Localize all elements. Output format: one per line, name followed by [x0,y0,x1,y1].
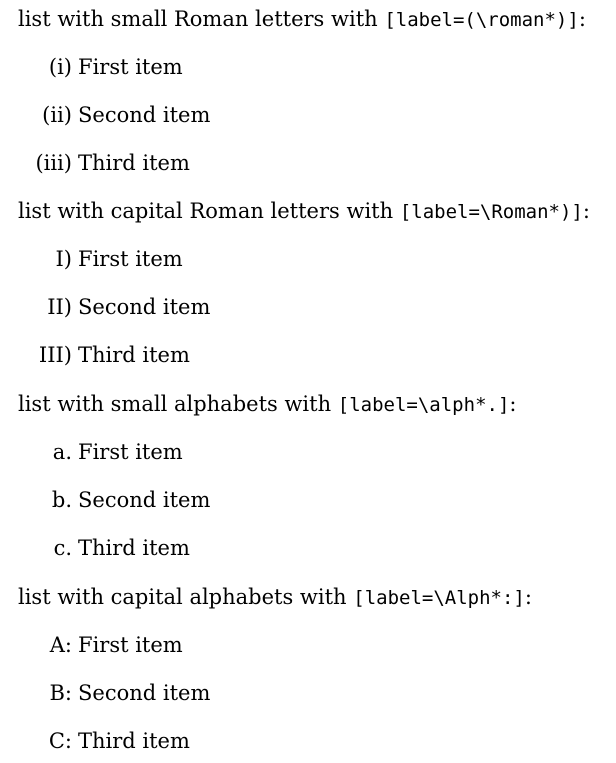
list-item [0,726,616,756]
heading-text: list with small Roman letters with [18,7,385,31]
list-item [0,292,616,322]
heading-text: list with small alphabets with [18,392,338,416]
list-item-text: First item [78,247,183,271]
heading-colon: : [582,199,590,223]
list-item-label: (ii) [42,103,72,127]
section-heading [18,4,586,35]
list-item-label: b. [51,488,72,512]
heading-code: [label=\alph*.] [337,394,510,416]
list-item [0,52,616,82]
list-item-label: (iii) [35,151,72,175]
list-item-label: c. [53,536,72,560]
list-item-text: Second item [78,295,211,319]
heading-colon: : [509,392,517,416]
list-item-label: III) [38,343,72,367]
list-item-text: Third item [78,343,190,367]
list-item-text: First item [78,440,183,464]
heading-colon: : [524,585,532,609]
list-item [0,533,616,563]
heading-code: [label=\Roman*)] [399,201,583,223]
list-item [0,100,616,130]
list-item-label: a. [52,440,72,464]
heading-text: list with capital Roman letters with [18,199,400,223]
list-item [0,630,616,660]
list-item-text: Second item [78,681,211,705]
list-item-text: Third item [78,729,190,753]
section-heading [18,582,532,613]
list-item-label: C: [48,729,72,753]
heading-code: [label=(\roman*)] [384,9,579,31]
list-item-text: Second item [78,103,211,127]
list-item-text: Third item [78,536,190,560]
list-item-label: II) [47,295,72,319]
heading-text: list with capital alphabets with [18,585,354,609]
list-item-text: First item [78,633,183,657]
list-item [0,340,616,370]
list-item [0,148,616,178]
list-item [0,437,616,467]
list-item [0,678,616,708]
heading-code: [label=\Alph*:] [353,587,525,609]
list-item [0,244,616,274]
list-item-label: A: [49,633,72,657]
list-item-label: I) [55,247,72,271]
list-item-label: (i) [48,55,72,79]
section-heading [18,196,590,227]
heading-colon: : [578,7,586,31]
list-item-text: Second item [78,488,211,512]
list-item-text: First item [78,55,183,79]
list-item [0,485,616,515]
list-item-text: Third item [78,151,190,175]
list-item-label: B: [49,681,72,705]
section-heading [18,389,516,420]
